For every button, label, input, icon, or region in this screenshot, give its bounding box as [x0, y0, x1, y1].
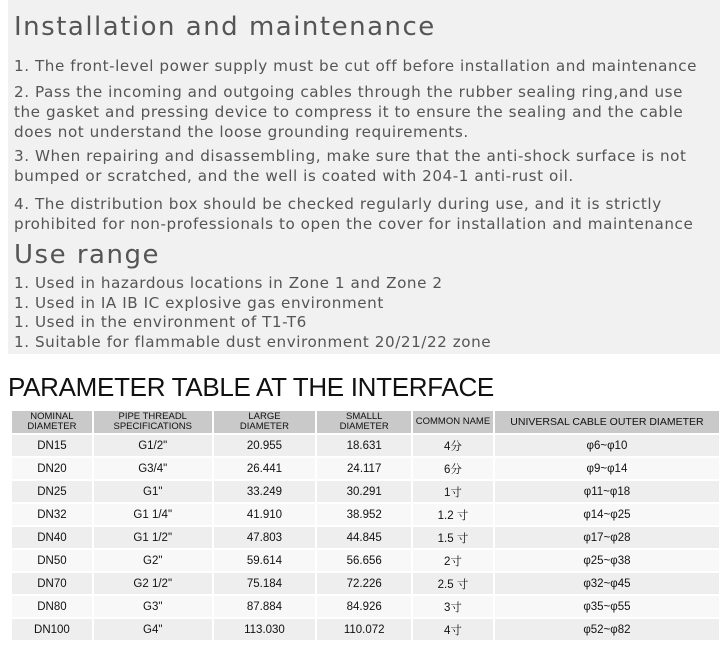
table-row [11, 549, 720, 572]
table-cell: DN25 [11, 480, 93, 503]
table-cell: 1.5 寸 [412, 526, 494, 549]
table-row [11, 526, 720, 549]
header-large-diameter [213, 410, 317, 434]
header-pipe-thread [93, 410, 213, 434]
table-row [11, 618, 720, 641]
table-cell: 26.441 [213, 457, 317, 480]
table-cell: φ17~φ28 [494, 526, 720, 549]
install-item-2-line: 2. Pass the incoming and outgoing cables through the rubber sealing ring,and use [14, 83, 683, 101]
table-cell: 75.184 [213, 572, 317, 595]
table-row [11, 480, 720, 503]
table-cell: G1/2" [93, 434, 213, 457]
install-item-4-line: 4. The distribution box should be checked regularly during use, and it is strictly [14, 195, 662, 213]
table-cell: 56.656 [316, 549, 412, 572]
header-text: SMALLL [345, 411, 383, 422]
table-cell: DN80 [11, 595, 93, 618]
table-cell: 4寸 [412, 618, 494, 641]
header-cable-outer-diameter [494, 410, 720, 434]
table-cell: DN20 [11, 457, 93, 480]
table-cell: G3/4" [93, 457, 213, 480]
table-cell: G2" [93, 549, 213, 572]
table-cell: G1" [93, 480, 213, 503]
header-text: DIAMETER [339, 421, 389, 432]
header-text: DIAMETER [239, 421, 290, 432]
table-cell: G1 1/4" [93, 503, 213, 526]
table-cell: φ11~φ18 [494, 480, 720, 503]
table-cell: φ6~φ10 [494, 434, 720, 457]
table-cell: 1寸 [412, 480, 494, 503]
table-cell: G1 1/2" [93, 526, 213, 549]
header-common-name [412, 410, 494, 434]
table-cell: 59.614 [213, 549, 317, 572]
table-cell: 113.030 [213, 618, 317, 641]
use-range-item: 1. Used in hazardous locations in Zone 1 and Zone 2 [14, 274, 443, 292]
table-cell: G3" [93, 595, 213, 618]
table-cell: DN32 [11, 503, 93, 526]
table-cell: 84.926 [316, 595, 412, 618]
install-item-4 [14, 194, 720, 234]
table-row [11, 457, 720, 480]
install-item-1 [14, 56, 720, 76]
header-text: COMMON NAME [415, 416, 491, 427]
table-cell: φ52~φ82 [494, 618, 720, 641]
install-item-4-line: prohibited for non-professionals to open the cover for installation and maintenance [14, 215, 694, 233]
install-item-2-line: does not understand the loose grounding requirements. [14, 123, 469, 141]
use-range-list [14, 274, 491, 352]
install-item-3-line: 3. When repairing and disassembling, make sure that the anti-shock surface is not [14, 147, 687, 165]
installation-heading: Installation and maintenance [14, 12, 436, 42]
table-cell: 47.803 [213, 526, 317, 549]
table-row [11, 595, 720, 618]
install-item-3 [14, 146, 720, 186]
table-cell: G2 1/2" [93, 572, 213, 595]
table-cell: DN40 [11, 526, 93, 549]
header-text: PIPE THREADL [118, 411, 187, 422]
table-cell: 4分 [412, 434, 494, 457]
table-cell: 24.117 [316, 457, 412, 480]
table-cell: 30.291 [316, 480, 412, 503]
table-cell: 38.952 [316, 503, 412, 526]
install-item-2-line: the gasket and pressing device to compress it to ensure the sealing and the cable [14, 103, 684, 121]
install-item-3-line: bumped or scratched, and the well is coated with 204-1 anti-rust oil. [14, 167, 574, 185]
table-cell: 110.072 [316, 618, 412, 641]
use-range-item: 1. Used in the environment of T1-T6 [14, 313, 307, 331]
header-text: DIAMETER [27, 421, 77, 432]
table-cell: 87.884 [213, 595, 317, 618]
table-cell: 3寸 [412, 595, 494, 618]
table-cell: G4" [93, 618, 213, 641]
table-cell: φ32~φ45 [494, 572, 720, 595]
table-cell: 72.226 [316, 572, 412, 595]
table-row [11, 503, 720, 526]
install-item-1-line: 1. The front-level power supply must be cut off before installation and maintenance [14, 57, 698, 75]
install-item-2 [14, 82, 720, 142]
header-text: NOMINAL [30, 411, 74, 422]
table-cell: 20.955 [213, 434, 317, 457]
table-cell: φ25~φ38 [494, 549, 720, 572]
header-small-diameter [316, 410, 412, 434]
table-cell: 1.2 寸 [412, 503, 494, 526]
use-range-item: 1. Suitable for flammable dust environment 20/21/22 zone [14, 332, 492, 351]
table-cell: DN100 [11, 618, 93, 641]
parameter-table [10, 409, 721, 642]
instructions-panel [8, 0, 720, 354]
table-header-row [11, 410, 720, 434]
table-row [11, 572, 720, 595]
table-cell: 2寸 [412, 549, 494, 572]
table-cell: 6分 [412, 457, 494, 480]
table-cell: φ9~φ14 [494, 457, 720, 480]
table-cell: 2.5 寸 [412, 572, 494, 595]
header-text: UNIVERSAL CABLE OUTER DIAMETER [510, 416, 704, 428]
table-cell: 33.249 [213, 480, 317, 503]
table-cell: φ35~φ55 [494, 595, 720, 618]
table-cell: φ14~φ25 [494, 503, 720, 526]
table-cell: DN15 [11, 434, 93, 457]
header-nominal-diameter [11, 410, 93, 434]
table-cell: DN70 [11, 572, 93, 595]
header-text: LARGE [248, 411, 281, 422]
table-row [11, 434, 720, 457]
parameter-table-title: PARAMETER TABLE AT THE INTERFACE [8, 372, 494, 402]
table-cell: 18.631 [316, 434, 412, 457]
table-cell: 44.845 [316, 526, 412, 549]
use-range-heading: Use range [14, 240, 160, 270]
table-cell: DN50 [11, 549, 93, 572]
use-range-item: 1. Used in IA IB IC explosive gas environment [14, 293, 384, 312]
table-cell: 41.910 [213, 503, 317, 526]
header-text: SPECIFICATIONS [113, 421, 192, 432]
